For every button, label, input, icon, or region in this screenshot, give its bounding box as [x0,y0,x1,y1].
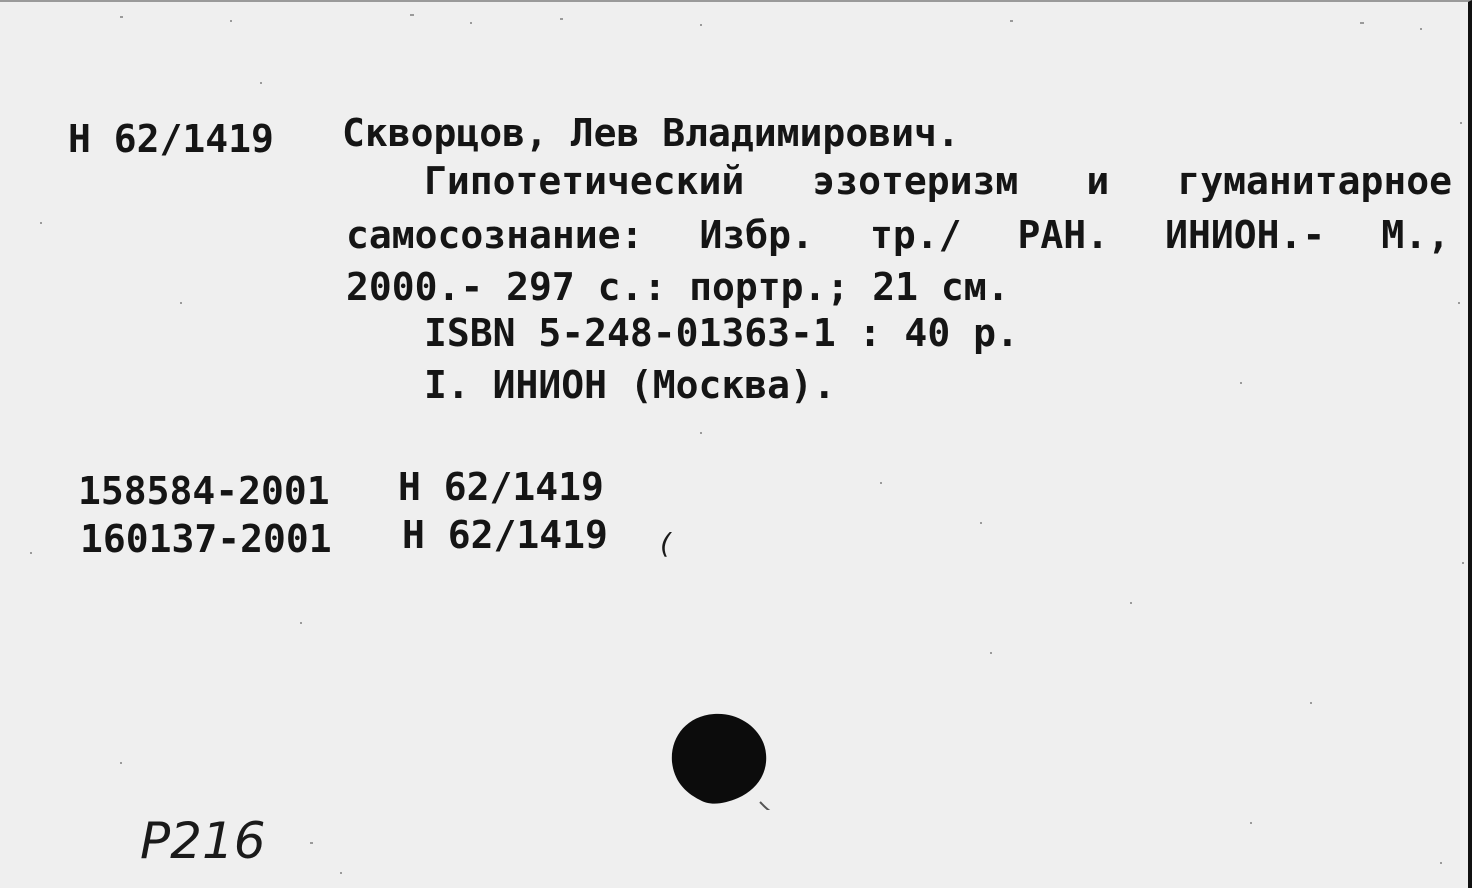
imprint-word: М., [1381,213,1450,257]
title-word: Гипотетический [424,159,745,203]
added-entry: I. ИНИОН (Москва). [424,363,836,407]
imprint-word: РАН. [1017,213,1110,257]
holding-inventory: 160137-2001 [80,517,332,561]
author-heading: Скворцов, Лев Владимирович. [342,111,960,155]
title-word: эзотеризм [812,159,1019,203]
handwritten-mark: Р216 [140,812,266,870]
title-line [424,159,1452,203]
imprint-word: ИНИОН.- [1165,213,1326,257]
physical-description: 2000.- 297 с.: портр.; 21 см. [346,265,1010,309]
imprint-line [346,213,1450,257]
isbn-price: ISBN 5-248-01363-1 : 40 р. [424,311,1019,355]
imprint-word: тр./ [869,213,962,257]
title-word: и [1086,159,1110,203]
holding-inventory: 158584-2001 [78,469,330,513]
punch-hole [664,710,774,810]
stray-pencil-mark: ( [660,527,671,560]
imprint-word: Избр. [699,213,814,257]
call-number: Н 62/1419 [68,117,274,161]
title-word: гуманитарное [1177,159,1452,203]
holding-shelfmark: Н 62/1419 [398,465,604,509]
holding-shelfmark: Н 62/1419 [402,513,608,557]
imprint-word: самосознание: [346,213,644,257]
